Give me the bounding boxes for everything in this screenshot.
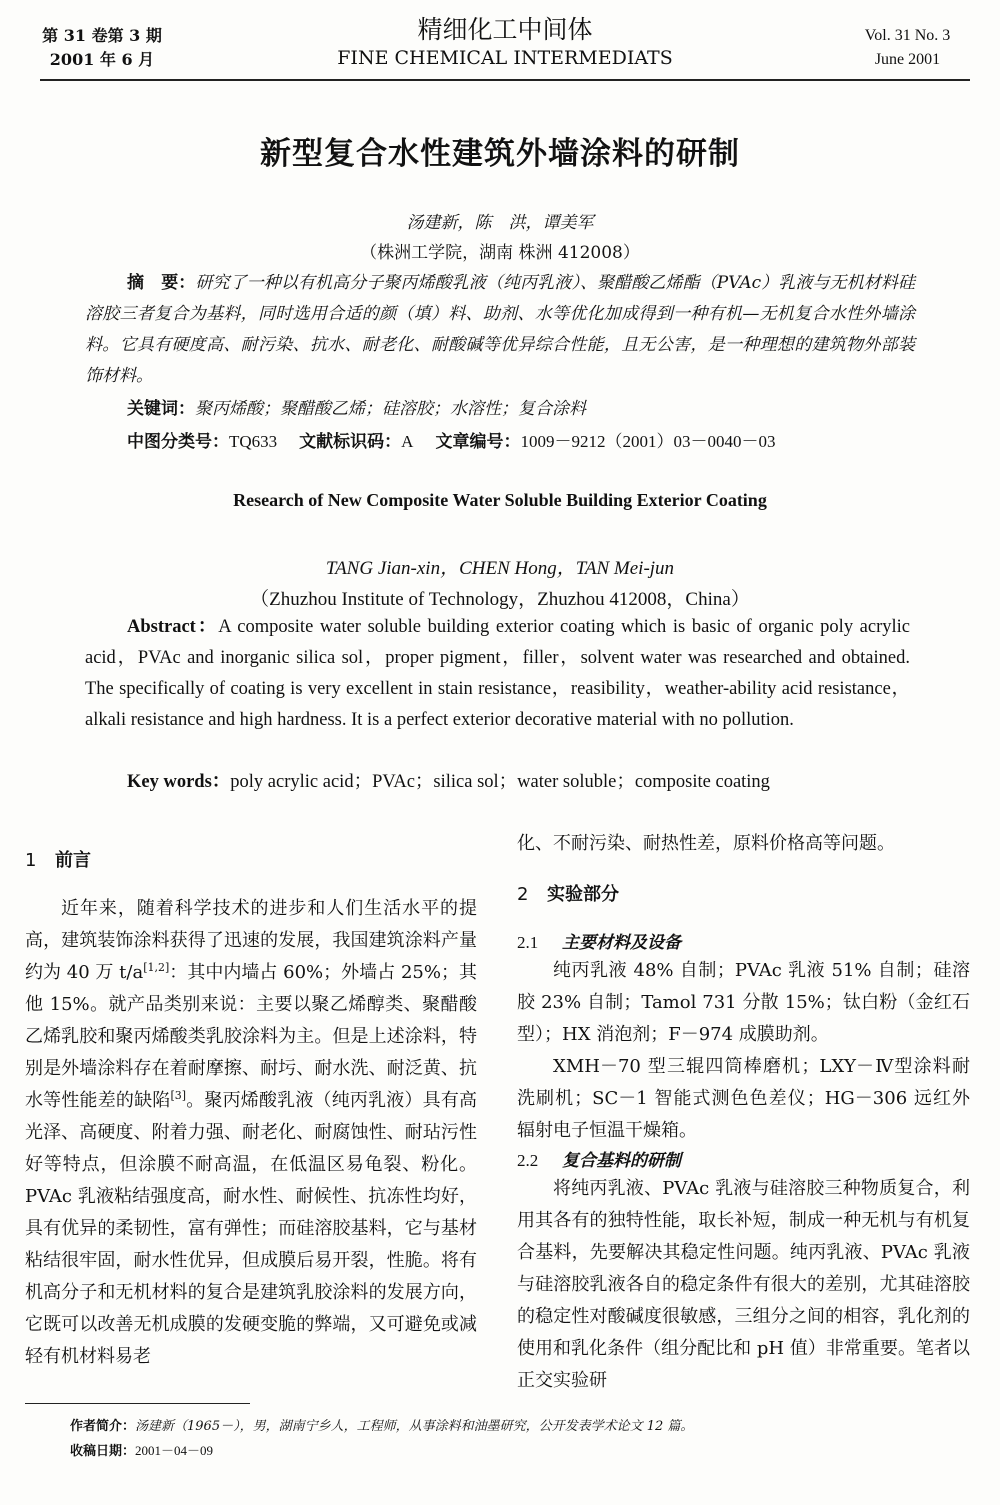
affiliation-zh: （株洲工学院，湖南 株洲 412008） <box>360 243 640 263</box>
header-volume-zh-block <box>42 24 162 72</box>
abstract-en <box>85 612 910 736</box>
para-text-c: 。聚丙烯酸乳液（纯丙乳液）具有高光泽、高硬度、附着力强、耐老化、耐腐蚀性、耐玷污性好等特点，但涂膜不耐高温，在低温区易龟裂、粉化。PVAc 乳液粘结强度高，耐水性、耐候性、抗冻性均好，具有优异的柔韧性，富有弹性；而硅溶胶基料，它与基材粘结很牢固，耐水性优异，但成膜后易开裂，性脆。将有机高分子和无机材料的复合是建筑乳胶涂料的发展方向，它既可以改善无机成膜的发硬变脆的弊端，又可避免或减轻有机材料易老 <box>25 1090 477 1367</box>
article-title-zh: 新型复合水性建筑外墙涂料的研制 <box>260 136 740 172</box>
section-1-title: 前言 <box>55 850 91 871</box>
author-bio-label: 作者简介： <box>70 1419 136 1434</box>
footnote-author <box>70 1417 693 1437</box>
received-date-label: 收稿日期： <box>70 1444 136 1459</box>
classification-line <box>127 426 775 458</box>
section-1-number: 1 <box>25 850 37 871</box>
section-1-continuation <box>517 828 970 860</box>
footnote-received <box>70 1441 213 1462</box>
article-no-value: 1009－9212（2001）03－0040－03 <box>520 432 776 451</box>
subsection-2-1-heading <box>517 928 681 953</box>
header-volume-en: Vol. 31 No. 3 <box>864 27 951 44</box>
header-volume-en-block <box>845 24 970 72</box>
header-date-en: June 2001 <box>874 51 941 68</box>
doc-code-label: 文献标识码： <box>299 432 402 452</box>
authors-en: TANG Jian-xin，CHEN Hong，TAN Mei-jun <box>325 558 675 579</box>
abstract-en-label: Abstract： <box>127 617 219 637</box>
header-rule <box>40 79 970 81</box>
subsection-2-1-title: 主要材料及设备 <box>562 933 681 953</box>
footnote-rule <box>25 1403 250 1404</box>
abstract-zh-text: 研究了一种以有机高分子聚丙烯酸乳液（纯丙乳液）、聚醋酸乙烯酯（PVAc）乳液与无机材料硅溶胶三者复合为基料，同时选用合适的颜（填）料、助剂、水等优化加成得到一种有机—无机复合水性外墙涂料。它具有硬度高、耐污染、抗水、耐老化、耐酸碱等优异综合性能，且无公害，是一种理想的建筑物外部装饰材料。 <box>85 273 916 386</box>
header-volume-zh: 第 31 卷第 3 期 <box>42 26 162 45</box>
keywords-zh <box>127 394 586 425</box>
article-title-en: Research of New Composite Water Soluble Building Exterior Coating <box>233 490 767 510</box>
journal-name-block <box>300 14 710 70</box>
journal-name-en: FINE CHEMICAL INTERMEDIATS <box>337 47 673 69</box>
authors-zh: 汤建新，陈 洪，谭美军 <box>406 213 594 233</box>
abstract-en-text: A composite water soluble building exterior coating which is basic of organic poly acrylic acid，PVAc and inorganic silica sol，proper pigment，filler，solvent water was researched and obtained. The specifically of coating is very excellent in stain resistance，reasibility，weather-ability acid resistance，alkali resistance and high hardness. It is a perfect exterior decorative material with no pollution. <box>85 617 910 730</box>
author-bio-text: 汤建新（1965－），男，湖南宁乡人，工程师，从事涂料和油墨研究，公开发表学术论文 12 篇。 <box>135 1419 694 1434</box>
subsection-2-2-title: 复合基料的研制 <box>562 1151 681 1171</box>
section-2-title: 实验部分 <box>547 884 619 905</box>
article-no-label: 文章编号： <box>435 432 521 452</box>
section-2-heading <box>517 880 619 906</box>
para-text-b: ：其中内墙占 60%；外墙占 25%；其他 15%。就产品类别来说：主要以聚乙烯醇类、聚醋酸乙烯乳胶和聚丙烯酸类乳胶涂料为主。但是上述涂料，特别是外墙涂料存在着耐摩擦、耐圬、耐水洗、耐泛黄、抗水等性能差的缺陷 <box>25 962 477 1111</box>
subsection-2-1-body <box>517 955 970 1147</box>
section-1-body <box>25 893 477 1373</box>
subsection-2-2-body <box>517 1173 970 1397</box>
keywords-en-label: Key words： <box>127 772 231 792</box>
subsection-2-1-number: 2.1 <box>517 933 539 952</box>
clc-label: 中图分类号： <box>127 432 229 452</box>
clc-value: TQ633 <box>229 432 278 451</box>
citation-ref: [1,2] <box>143 961 170 974</box>
materials-paragraph: 纯丙乳液 48% 自制；PVAc 乳液 51% 自制；硅溶胶 23% 自制；Tamol 731 分散 15%；钛白粉（金红石型）；HX 消泡剂；F－974 成膜助剂。 <box>517 960 970 1045</box>
continued-text: 化、不耐污染、耐热性差，原料价格高等问题。 <box>517 833 895 854</box>
section-1-paragraph <box>25 893 477 1373</box>
subsection-2-2-heading <box>517 1146 681 1171</box>
subsection-2-2-number: 2.2 <box>517 1151 539 1170</box>
section-2-number: 2 <box>517 884 529 905</box>
equipment-paragraph: XMH－70 型三辊四筒棒磨机；LXY－Ⅳ型涂料耐洗刷机；SC－1 智能式测色色差仪；HG－306 远红外辐射电子恒温干燥箱。 <box>517 1056 970 1141</box>
keywords-en-text: poly acrylic acid；PVAc；silica sol；water soluble；composite coating <box>230 772 770 792</box>
citation-ref: [3] <box>170 1089 187 1102</box>
header-date-zh: 2001 年 6 月 <box>49 50 155 69</box>
keywords-en <box>127 767 770 798</box>
section-1-heading <box>25 846 91 872</box>
composite-binder-paragraph: 将纯丙乳液、PVAc 乳液与硅溶胶三种物质复合，利用其各有的独特性能，取长补短，制成一种无机与有机复合基料，先要解决其稳定性问题。纯丙乳液、PVAc 乳液与硅溶胶乳液各自的稳定条件有很大的差别，尤其硅溶胶的稳定性对酸碱度很敏感，三组分之间的相容，乳化剂的使用和乳化条件（组分配比和 pH 值）非常重要。笔者以正交实验研 <box>517 1178 970 1391</box>
journal-name-zh: 精细化工中间体 <box>417 15 593 44</box>
affiliation-en: （Zhuzhou Institute of Technology，Zhuzhou 412008，China） <box>250 589 750 610</box>
keywords-zh-text: 聚丙烯酸；聚醋酸乙烯；硅溶胶；水溶性；复合涂料 <box>195 399 586 419</box>
doc-code-value: A <box>401 432 414 451</box>
abstract-zh <box>85 268 915 392</box>
received-date-value: 2001－04－09 <box>135 1443 214 1458</box>
para-text-a: 近年来，随着科学技术的进步和人们生活水平的提高，建筑装饰涂料获得了迅速的发展，我国建筑涂料产量约为 40 万 t/a <box>25 898 477 983</box>
keywords-zh-label: 关键词： <box>127 399 195 419</box>
abstract-zh-label: 摘 要： <box>127 273 196 293</box>
